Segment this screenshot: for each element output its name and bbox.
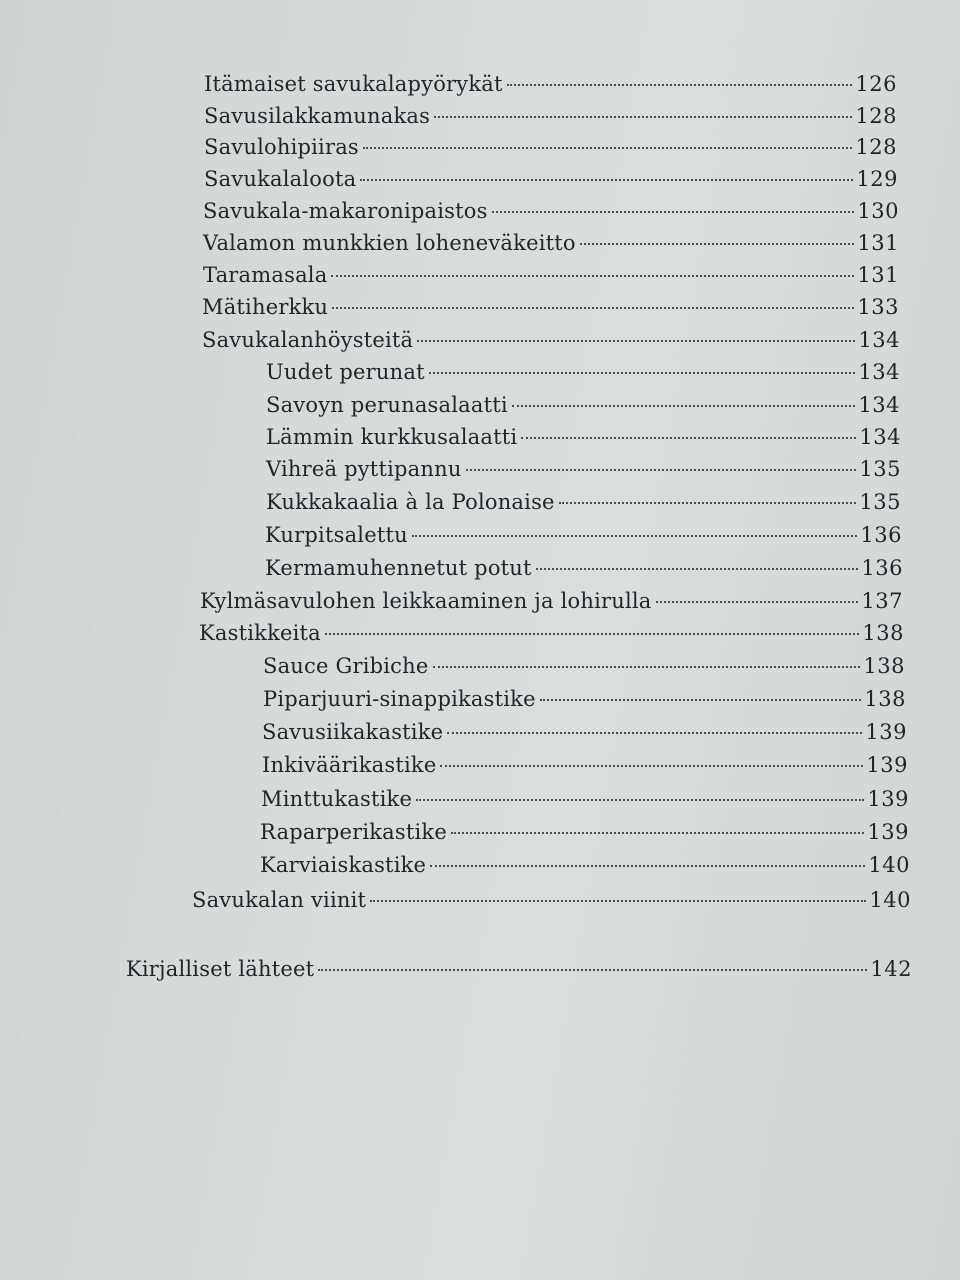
toc-subentry xyxy=(265,521,902,549)
toc-dot-leader xyxy=(512,405,856,407)
toc-entry-page: 134 xyxy=(858,393,900,417)
toc-dot-leader xyxy=(447,732,862,734)
toc-entry-title: Valamon munkkien loheneväkeitto xyxy=(203,231,576,255)
toc-dot-leader xyxy=(580,243,855,245)
toc-dot-leader xyxy=(451,832,864,834)
toc-entry-title: Savusiikakastike xyxy=(262,720,444,744)
toc-entry-page: 139 xyxy=(866,753,908,777)
toc-dot-leader xyxy=(429,372,856,374)
toc-entry xyxy=(202,293,899,321)
toc-entry-page: 139 xyxy=(865,720,907,744)
toc-entry-page: 126 xyxy=(855,72,897,96)
toc-entry-title: Sauce Gribiche xyxy=(263,654,429,678)
toc-entry-title: Karviaiskastike xyxy=(260,853,427,877)
toc-entry xyxy=(126,955,912,983)
toc-entry xyxy=(203,261,899,289)
toc-entry xyxy=(204,70,897,98)
toc-entry-page: 134 xyxy=(858,328,900,352)
toc-subentry xyxy=(266,358,900,386)
toc-entry-title: Savukalaloota xyxy=(204,167,357,191)
toc-entry-page: 130 xyxy=(857,199,899,223)
toc-entry xyxy=(204,102,897,130)
toc-entry-title: Savusilakkamunakas xyxy=(204,104,431,128)
toc-entry-page: 137 xyxy=(861,589,903,613)
toc-entry-page: 133 xyxy=(857,295,899,319)
toc-dot-leader xyxy=(360,179,853,181)
toc-dot-leader xyxy=(318,969,867,971)
toc-entry-title: Minttukastike xyxy=(261,787,413,811)
toc-entry-page: 135 xyxy=(859,457,901,481)
toc-dot-leader xyxy=(412,535,858,537)
toc-entry-page: 138 xyxy=(863,654,905,678)
toc-entry-title: Kylmäsavulohen leikkaaminen ja lohirulla xyxy=(200,589,652,613)
toc-entry-title: Savukala-makaronipaistos xyxy=(203,199,488,223)
toc-subentry xyxy=(261,785,909,813)
toc-subentry xyxy=(265,554,903,582)
toc-dot-leader xyxy=(536,568,859,570)
toc-entry-title: Itämaiset savukalapyörykät xyxy=(204,72,503,96)
toc-entry-title: Inkiväärikastike xyxy=(262,753,437,777)
toc-entry-title: Piparjuuri-sinappikastike xyxy=(263,687,536,711)
toc-entry-title: Mätiherkku xyxy=(202,295,329,319)
toc-subentry xyxy=(260,818,909,846)
toc-entry xyxy=(204,165,898,193)
toc-entry-page: 139 xyxy=(867,820,909,844)
toc-entry xyxy=(199,619,904,647)
toc-entry-title: Savukalan viinit xyxy=(192,888,367,912)
toc-entry-page: 142 xyxy=(870,957,912,981)
toc-entry xyxy=(203,229,899,257)
toc-entry-title: Raparperikastike xyxy=(260,820,447,844)
toc-subentry xyxy=(266,455,901,483)
toc-subentry xyxy=(263,685,906,713)
toc-dot-leader xyxy=(416,799,864,801)
toc-entry-page: 140 xyxy=(869,888,911,912)
toc-dot-leader xyxy=(492,211,855,213)
toc-entry xyxy=(204,133,897,161)
toc-dot-leader xyxy=(507,84,853,86)
toc-subentry xyxy=(266,391,900,419)
toc-entry xyxy=(200,587,903,615)
toc-subentry xyxy=(266,423,901,451)
toc-entry-page: 131 xyxy=(857,263,899,287)
toc-subentry xyxy=(262,751,908,779)
toc-dot-leader xyxy=(559,502,857,504)
toc-entry-title: Vihreä pyttipannu xyxy=(266,457,462,481)
toc-dot-leader xyxy=(430,865,865,867)
toc-dot-leader xyxy=(656,601,859,603)
toc-entry-title: Kurpitsalettu xyxy=(265,523,408,547)
toc-entry-title: Uudet perunat xyxy=(266,360,425,384)
toc-entry-page: 128 xyxy=(855,135,897,159)
toc-entry-title: Taramasala xyxy=(203,263,328,287)
toc-entry-title: Savoyn perunasalaatti xyxy=(266,393,508,417)
toc-dot-leader xyxy=(540,699,862,701)
toc-entry-page: 134 xyxy=(858,360,900,384)
toc-dot-leader xyxy=(434,116,852,118)
toc-dot-leader xyxy=(417,340,855,342)
toc-entry-page: 128 xyxy=(855,104,897,128)
toc-entry-page: 136 xyxy=(861,556,903,580)
toc-subentry xyxy=(263,652,905,680)
toc-entry-page: 139 xyxy=(867,787,909,811)
toc-entry-page: 136 xyxy=(860,523,902,547)
toc-entry-title: Kirjalliset lähteet xyxy=(126,957,315,981)
toc-entry-page: 134 xyxy=(859,425,901,449)
toc-dot-leader xyxy=(466,469,857,471)
toc-entry-page: 138 xyxy=(862,621,904,645)
toc-entry-title: Lämmin kurkkusalaatti xyxy=(266,425,518,449)
toc-dot-leader xyxy=(433,666,861,668)
toc-entry xyxy=(192,886,911,914)
toc-entry-page: 135 xyxy=(859,490,901,514)
toc-entry-title: Savulohipiiras xyxy=(204,135,359,159)
toc-dot-leader xyxy=(332,307,854,309)
toc-entry-title: Kastikkeita xyxy=(199,621,321,645)
toc-dot-leader xyxy=(331,275,854,277)
toc-entry-title: Kermamuhennetut potut xyxy=(265,556,532,580)
toc-subentry xyxy=(260,851,910,879)
toc-dot-leader xyxy=(325,633,860,635)
toc-dot-leader xyxy=(370,900,866,902)
toc-subentry xyxy=(266,488,901,516)
toc-dot-leader xyxy=(363,147,852,149)
toc-subentry xyxy=(262,718,907,746)
toc-entry xyxy=(203,197,899,225)
toc-entry-page: 140 xyxy=(868,853,910,877)
toc-entry-title: Savukalanhöysteitä xyxy=(202,328,414,352)
toc-entry-page: 138 xyxy=(864,687,906,711)
toc-dot-leader xyxy=(440,765,863,767)
toc-entry-title: Kukkakaalia à la Polonaise xyxy=(266,490,555,514)
toc-entry-page: 131 xyxy=(857,231,899,255)
toc-dot-leader xyxy=(521,437,856,439)
toc-entry xyxy=(202,326,900,354)
toc-entry-page: 129 xyxy=(856,167,898,191)
